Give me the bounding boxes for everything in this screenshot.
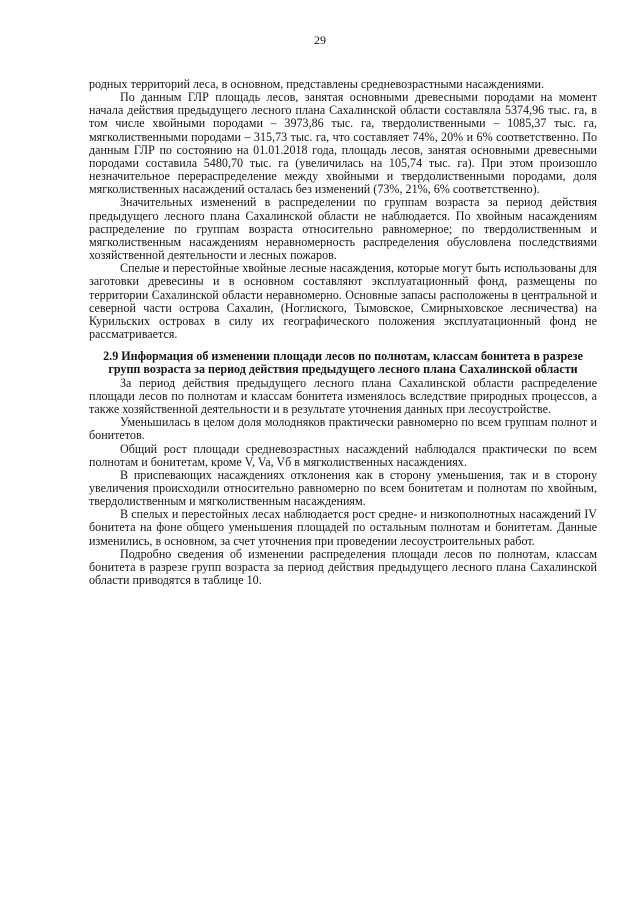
paragraph-table-reference: Подробно сведения об изменении распределения площади лесов по полнотам, классам бонитета в разрезе групп возраста за период действия предыдущего лесного плана Сахалинской области приводятся в таблице 10. [89, 546, 597, 588]
paragraph-young-stands: Уменьшилась в целом доля молодняков практически равномерно по всем группам полнот и бонитетов. [89, 415, 597, 443]
paragraph-mature-overmature: В спелых и перестойных лесах наблюдается рост средне- и низкополнотных насаждений IV бонитета на фоне общего уменьшения площадей по остальным полнотам и бонитетам. Данные изменились, в основном, за счет уточнения при проведении лесоустроительных работ. [89, 507, 597, 548]
page-number: 29 [314, 33, 326, 47]
paragraph-forest-area: По данным ГЛР площадь лесов, занятая основными древесными породами на момент начала действия предыдущего лесного плана Сахалинской области составляла 5374,96 тыс. га, в том числе хвойными породами – 3973,86 тыс. га, твердолиственными – 1085,37 тыс. га, мягколиственными породами – 315,73 тыс. га, что составляет 74%, 20% и 6% соответственно. По данным ГЛР по состоянию на 01.01.2018 года, площадь лесов, занятая основными древесными породами составила 5480,70 тыс. га (увеличилась на 105,74 тыс. га). При этом произошло незначительное перераспределение между хвойными и твердолиственными породами, доля мягколиственных насаждений осталась без изменений (73%, 21%, 6% соответственно). [89, 90, 597, 197]
paragraph-continuation: родных территорий леса, в основном, представлены средневозрастными насаждениями. [89, 77, 545, 91]
body-text [89, 78, 597, 587]
paragraph-maturing: В приспевающих насаждениях отклонения как в сторону уменьшения, так и в сторону увеличения происходили относительно равномерно по всем бонитетам и полнотам по хвойным, твердолиственным и мягколиственным насаждениям. [89, 467, 597, 509]
paragraph-middle-aged: Общий рост площади средневозрастных насаждений наблюдался практически по всем полнотам и бонитетам, кроме V, Va, Vб в мягколиственных насаждениях. [89, 441, 597, 469]
paragraph-age-groups: Значительных изменений в распределении по группам возраста за период действия предыдущего лесного плана Сахалинской области не наблюдается. По хвойным насаждениям распределение по группам возраста относительно равномерное; по твердолиственным и мягколиственным насаждениям неравномерность распределения обусловлена последствиями хозяйственной деятельности и лесных пожаров. [89, 195, 597, 263]
section-heading: 2.9 Информация об изменении площади лесов по полнотам, классам бонитета в разрезе групп возраста за период действия предыдущего лесного плана Сахалинской области [103, 349, 583, 377]
paragraph-mature-stands: Спелые и перестойные хвойные лесные насаждения, которые могут быть использованы для заготовки древесины и в основном составляют эксплуатационный фонд, размещены по территории Сахалинской области неравномерно. Основные запасы расположены в центральной и северной части острова Сахалин, (Ноглиского, Тымовское, Смирныховское лесничества) на Курильских островах в силу их географического положения эксплуатационный фонд не рассматривается. [89, 261, 597, 341]
paragraph-distribution-change: За период действия предыдущего лесного плана Сахалинской области распределение площади лесов по полнотам и классам бонитета изменялось вследствие природных процессов, а также хозяйственной деятельности и в результате уточнения данных при лесоустройстве. [89, 375, 597, 417]
